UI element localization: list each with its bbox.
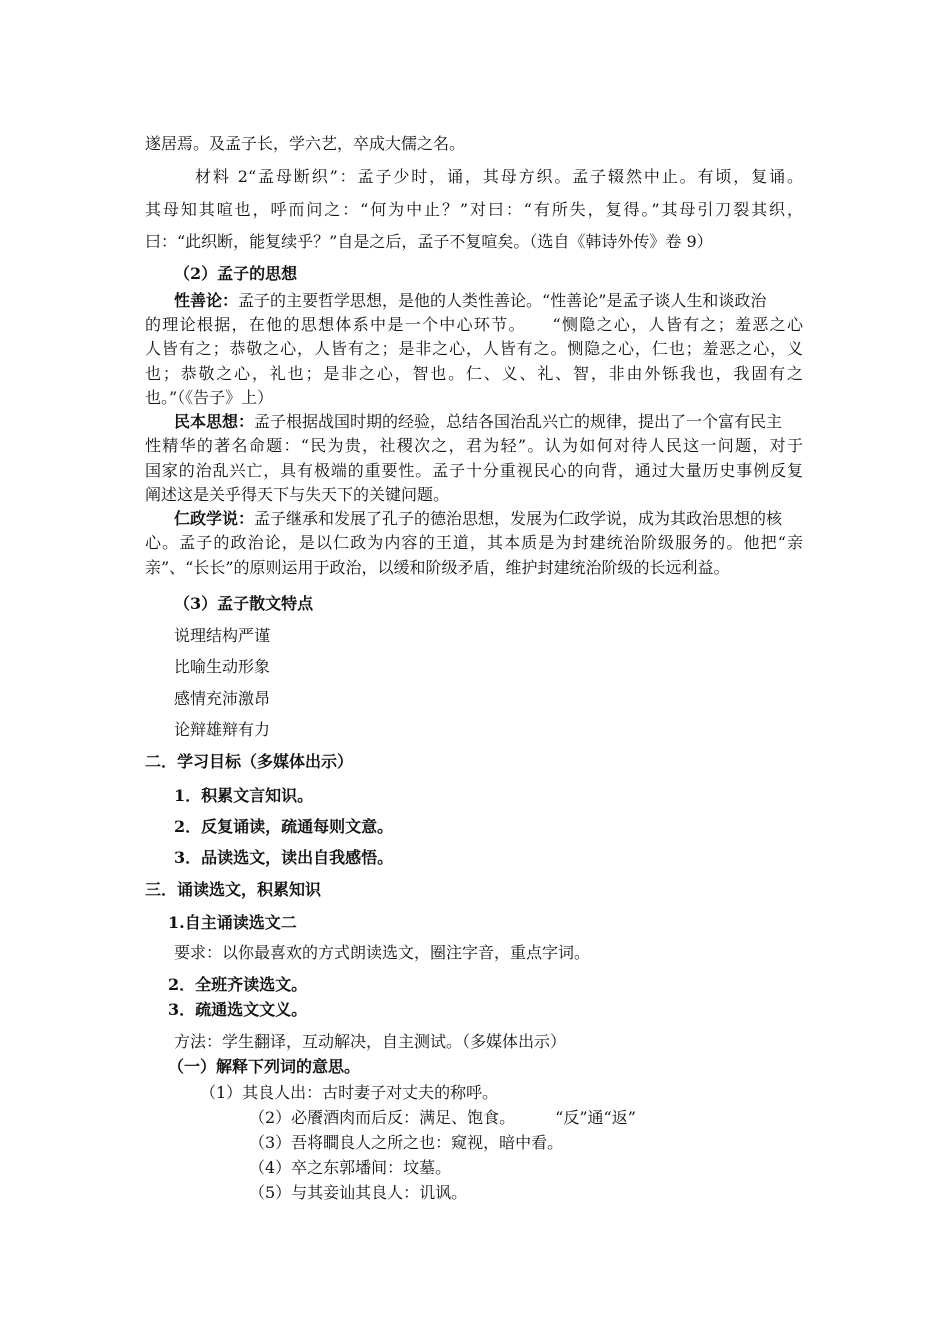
paragraph-line: 仁政学说：孟子继承和发展了孔子的德治思想，发展为仁政学说，成为其政治思想的核 xyxy=(174,509,783,528)
word-item: （4）卒之东郭墦间：坟墓。 xyxy=(249,1158,452,1177)
list-item: 说理结构严谨 xyxy=(174,626,271,645)
section-heading: 二．学习目标（多媒体出示） xyxy=(145,752,354,771)
term-label: 民本思想： xyxy=(174,412,255,431)
list-item: 1．积累文言知识。 xyxy=(174,786,314,805)
section-heading: 三．诵读选文，积累知识 xyxy=(145,880,322,899)
paragraph-line: 的理论根据，在他的思想体系中是一个中心环节。 “恻隐之心，人皆有之；羞恶之心 xyxy=(145,315,803,334)
word-item: （1）其良人出：古时妻子对丈夫的称呼。 xyxy=(200,1083,499,1102)
word-item: （3）吾将瞷良人之所之也：窥视，暗中看。 xyxy=(249,1133,564,1152)
list-item: 感情充沛激昂 xyxy=(174,689,271,708)
paragraph-line: 心。孟子的政治论，是以仁政为内容的王道，其本质是为封建统治阶级服务的。他把“亲 xyxy=(145,533,803,552)
list-item: 3．品读选文，读出自我感悟。 xyxy=(174,848,394,867)
term-label: 性善论： xyxy=(174,291,239,310)
paragraph-line: 亲”、“长长”的原则运用于政治，以缓和阶级矛盾，维护封建统治阶级的长远利益。 xyxy=(145,558,730,577)
paragraph-line: 也。”（《告子》上） xyxy=(145,388,274,407)
paragraph-line: 性善论：孟子的主要哲学思想，是他的人类性善论。“性善论”是孟子谈人生和谈政治 xyxy=(174,291,767,310)
list-item: 2．反复诵读，疏通每则文意。 xyxy=(174,817,394,836)
paragraph-line: 民本思想：孟子根据战国时期的经验，总结各国治乱兴亡的规律，提出了一个富有民主 xyxy=(174,412,783,431)
word-item: （5）与其妾讪其良人：讥讽。 xyxy=(249,1183,468,1202)
section-heading: （2）孟子的思想 xyxy=(174,264,298,283)
text-line: 材料 2“孟母断织”：孟子少时，诵，其母方织。孟子辍然中止。有顷，复诵。 xyxy=(195,167,803,186)
text-line: 遂居焉。及孟子长，学六艺，卒成大儒之名。 xyxy=(145,134,466,153)
step-heading: 2．全班齐读选文。 xyxy=(168,975,308,994)
text-line: 方法：学生翻译，互动解决，自主测试。（多媒体出示） xyxy=(174,1032,567,1051)
step-heading: 3．疏通选文文义。 xyxy=(168,1000,308,1019)
paragraph-line: 阐述这是关乎得天下与失天下的关键问题。 xyxy=(145,485,450,504)
sub-heading: （一）解释下列词的意思。 xyxy=(168,1057,361,1076)
paragraph-line: 性精华的著名命题：“民为贵，社稷次之，君为轻”。认为如何对待人民这一问题，对于 xyxy=(145,436,803,455)
paragraph-line: 人皆有之；恭敬之心，人皆有之；是非之心，人皆有之。恻隐之心，仁也；羞恶之心，义 xyxy=(145,339,803,358)
text-line: 其母知其喧也，呼而问之：“何为中止？”对曰：“有所失，复得。”其母引刀裂其织， xyxy=(145,200,803,219)
list-item: 论辩雄辩有力 xyxy=(174,720,271,739)
list-item: 比喻生动形象 xyxy=(174,657,271,676)
section-heading: （3）孟子散文特点 xyxy=(174,594,314,613)
term-label: 仁政学说： xyxy=(174,509,255,528)
word-item: （2）必餍酒肉而后反：满足、饱食。 “反”通“返” xyxy=(249,1108,636,1127)
paragraph-line: 国家的治乱兴亡，具有极端的重要性。孟子十分重视民心的向背，通过大量历史事例反复 xyxy=(145,461,803,480)
paragraph-line: 也；恭敬之心，礼也；是非之心，智也。仁、义、礼、智，非由外铄我也，我固有之 xyxy=(145,364,803,383)
text-line: 曰：“此织断，能复续乎？”自是之后，孟子不复喧矣。（选自《韩诗外传》卷 9） xyxy=(145,232,713,251)
text-line: 要求：以你最喜欢的方式朗读选文，圈注字音，重点字词。 xyxy=(174,943,591,962)
step-heading: 1.自主诵读选文二 xyxy=(168,913,297,932)
